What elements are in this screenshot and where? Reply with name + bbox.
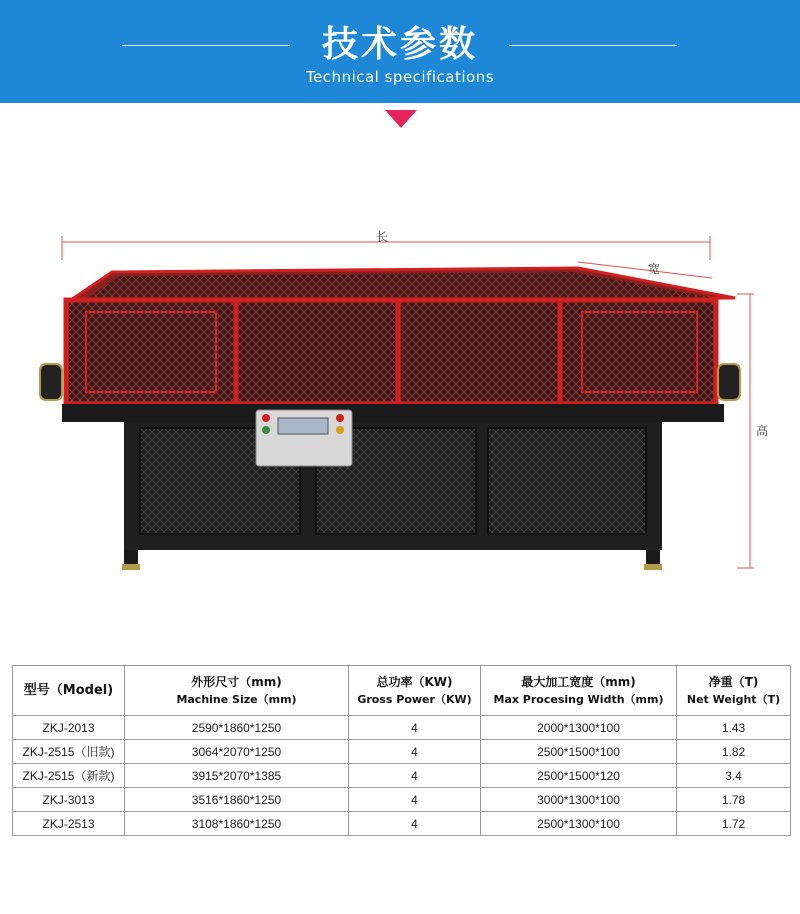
cell-power: 4 (349, 812, 481, 836)
cell-power: 4 (349, 740, 481, 764)
cell-size: 2590*1860*1250 (125, 716, 349, 740)
header-machine-size: 外形尺寸（mm) Machine Size（mm) (125, 666, 349, 716)
down-arrow-icon (385, 110, 417, 128)
header-gross-power: 总功率（KW) Gross Power（KW) (349, 666, 481, 716)
table-row (13, 812, 791, 836)
table-row (13, 764, 791, 788)
cell-size: 3516*1860*1250 (125, 788, 349, 812)
cell-model: ZKJ-2515（新款) (13, 764, 125, 788)
cell-width: 2000*1300*100 (481, 716, 677, 740)
table-row (13, 788, 791, 812)
cell-weight: 1.82 (677, 740, 791, 764)
cell-power: 4 (349, 764, 481, 788)
page-subtitle: Technical specifications (305, 68, 495, 86)
cell-weight: 3.4 (677, 764, 791, 788)
machine-diagram (0, 220, 800, 590)
cell-power: 4 (349, 716, 481, 740)
cell-width: 2500*1300*100 (481, 812, 677, 836)
width-label: 宽 (648, 262, 661, 276)
spec-table (12, 665, 791, 836)
cell-model: ZKJ-2013 (13, 716, 125, 740)
machine-illustration (0, 220, 800, 590)
cell-model: ZKJ-2513 (13, 812, 125, 836)
cell-weight: 1.78 (677, 788, 791, 812)
cell-width: 3000*1300*100 (481, 788, 677, 812)
header-model: 型号（Model) (13, 666, 125, 716)
cell-size: 3108*1860*1250 (125, 812, 349, 836)
cell-weight: 1.72 (677, 812, 791, 836)
height-dimension (737, 294, 754, 568)
cell-weight: 1.43 (677, 716, 791, 740)
header-max-width: 最大加工宽度（mm) Max Procesing Width（mm) (481, 666, 677, 716)
cell-size: 3915*2070*1385 (125, 764, 349, 788)
cell-width: 2500*1500*100 (481, 740, 677, 764)
cell-power: 4 (349, 788, 481, 812)
cell-model: ZKJ-3013 (13, 788, 125, 812)
table-row (13, 716, 791, 740)
height-label: 高 (756, 424, 769, 438)
table-header-row (13, 666, 791, 716)
cell-width: 2500*1500*120 (481, 764, 677, 788)
table-row (13, 740, 791, 764)
cell-model: ZKJ-2515（旧款) (13, 740, 125, 764)
page-title: 技术参数 (321, 24, 478, 65)
length-label: 长 (376, 230, 389, 244)
header-banner (0, 0, 800, 103)
header-net-weight: 净重（T) Net Weight（T) (677, 666, 791, 716)
cell-size: 3064*2070*1250 (125, 740, 349, 764)
